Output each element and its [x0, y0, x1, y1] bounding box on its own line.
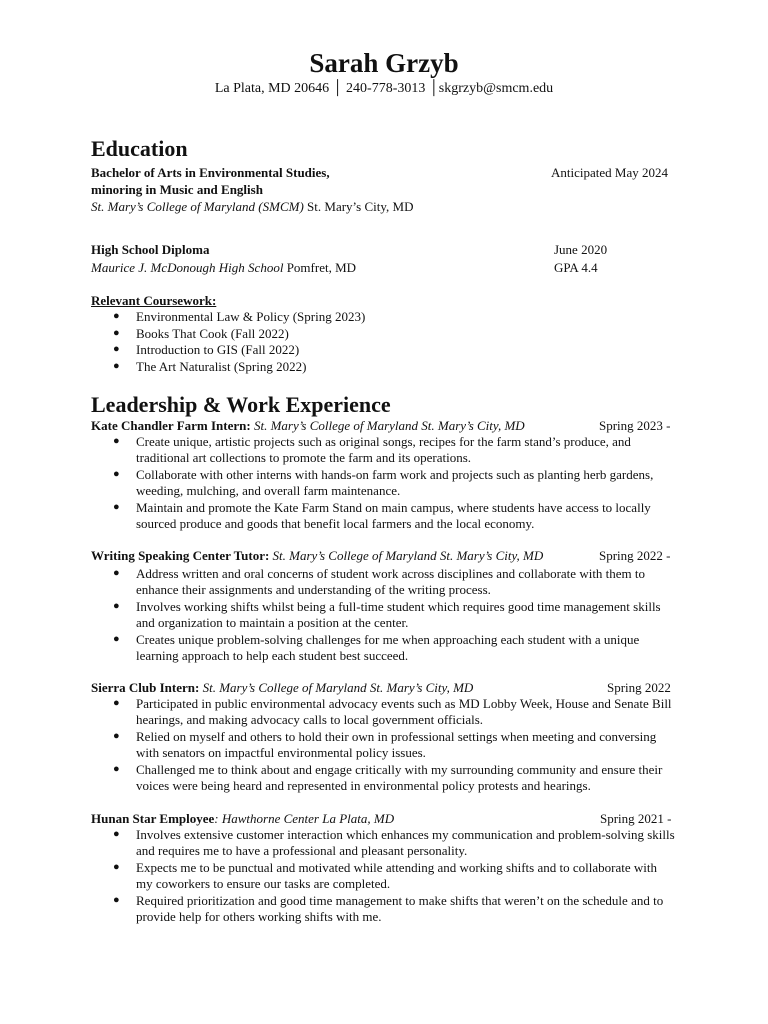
job-bullet: Address written and oral concerns of student work across disciplines and collaborate with them to enhance their assignments and understanding of the writing process. — [136, 566, 646, 597]
bullet-icon: ● — [113, 327, 120, 339]
job-title: Hunan Star Employee — [91, 811, 215, 826]
hs-location: Pomfret, MD — [283, 260, 357, 275]
course-item: Introduction to GIS (Fall 2022) — [136, 342, 300, 357]
degree-line-2: minoring in Music and English — [91, 182, 263, 197]
contact-info: La Plata, MD 20646 │ 240-778-3013 │skgrzyb@smcm.edu — [214, 81, 554, 96]
course-item: The Art Naturalist (Spring 2022) — [136, 359, 307, 374]
bullet-icon: ● — [113, 894, 120, 906]
bullet-icon: ● — [113, 633, 120, 645]
job-org: St. Mary’s College of Maryland St. Mary’s City, MD — [250, 418, 525, 433]
degree-date: Anticipated May 2024 — [551, 165, 668, 180]
hs-line — [91, 259, 356, 276]
job-bullet: Relied on myself and others to hold their own in professional settings when meeting and conversing with senators on impactful environmental policy issues. — [136, 729, 657, 760]
bullet-icon: ● — [113, 310, 120, 322]
job-org: St. Mary’s College of Maryland St. Mary’s City, MD — [199, 680, 474, 695]
job-title-line — [91, 810, 394, 827]
bullet-icon: ● — [113, 697, 120, 709]
job-bullet: Maintain and promote the Kate Farm Stand on main campus, where students have access to locally sourced produce and goods that benefit local farmers and the local economy. — [136, 500, 651, 531]
college-line — [91, 198, 413, 215]
job-bullet: Creates unique problem-solving challenges for me when approaching each student with a unique learning approach to help each student best succeed. — [136, 632, 640, 663]
bullet-icon: ● — [113, 435, 120, 447]
bullet-icon: ● — [113, 501, 120, 513]
course-item: Books That Cook (Fall 2022) — [136, 326, 289, 341]
hs-degree: High School Diploma — [91, 242, 210, 257]
bullet-icon: ● — [113, 861, 120, 873]
bullet-icon: ● — [113, 763, 120, 775]
job-title: Writing Speaking Center Tutor: — [91, 548, 270, 563]
experience-heading: Leadership & Work Experience — [91, 392, 391, 417]
job-title-line — [91, 547, 543, 564]
college-name: St. Mary’s College of Maryland (SMCM) — [91, 199, 304, 214]
job-bullet: Involves extensive customer interaction which enhances my communication and problem-solving skills and requires me to have a professional and pleasant personality. — [136, 827, 675, 858]
hs-date: June 2020 — [554, 242, 608, 257]
job-title: Kate Chandler Farm Intern: — [91, 418, 251, 433]
resume-name: Sarah Grzyb — [309, 48, 459, 78]
job-bullet: Expects me to be punctual and motivated while attending and working shifts and to collaborate with my coworkers to ensure our tasks are completed. — [136, 860, 657, 891]
bullet-icon: ● — [113, 730, 120, 742]
job-date: Spring 2021 - — [600, 811, 672, 826]
education-heading: Education — [91, 136, 188, 161]
bullet-icon: ● — [113, 567, 120, 579]
job-org: : Hawthorne Center La Plata, MD — [214, 811, 395, 826]
course-item: Environmental Law & Policy (Spring 2023) — [136, 309, 366, 324]
job-date: Spring 2022 — [607, 680, 671, 695]
bullet-icon: ● — [113, 468, 120, 480]
job-bullet: Challenged me to think about and engage critically with my surrounding community and ensure their voices were being heard and represented in environmental policy protests and hearings. — [136, 762, 663, 793]
bullet-icon: ● — [113, 343, 120, 355]
job-bullet: Collaborate with other interns with hands-on farm work and projects such as planting herb gardens, weeding, mulching, and overall farm maintenance. — [136, 467, 654, 498]
hs-gpa: GPA 4.4 — [554, 260, 598, 275]
job-bullet: Involves working shifts whilst being a full-time student which requires good time management skills and organization to maintain a position at the center. — [136, 599, 661, 630]
job-title-line — [91, 417, 525, 434]
job-bullet: Create unique, artistic projects such as original songs, recipes for the farm stand’s produce, and traditional art collections to promote the farm and its operations. — [136, 434, 631, 465]
job-org: St. Mary’s College of Maryland St. Mary’s City, MD — [269, 548, 544, 563]
job-bullet: Required prioritization and good time management to make shifts that weren’t on the schedule and to provide help for others working shifts with me. — [136, 893, 664, 924]
hs-name: Maurice J. McDonough High School — [91, 260, 284, 275]
bullet-icon: ● — [113, 600, 120, 612]
bullet-icon: ● — [113, 828, 120, 840]
job-bullet: Participated in public environmental advocacy events such as MD Lobby Week, House and Senate Bill hearings, and making advocacy calls to local government officials. — [136, 696, 672, 727]
job-date: Spring 2022 - — [599, 548, 671, 563]
coursework-label: Relevant Coursework: — [91, 293, 217, 308]
job-title: Sierra Club Intern: — [91, 680, 200, 695]
bullet-icon: ● — [113, 360, 120, 372]
job-date: Spring 2023 - — [599, 418, 671, 433]
degree-line-1: Bachelor of Arts in Environmental Studies, — [91, 165, 330, 180]
college-location: St. Mary’s City, MD — [303, 199, 414, 214]
job-title-line — [91, 679, 473, 696]
